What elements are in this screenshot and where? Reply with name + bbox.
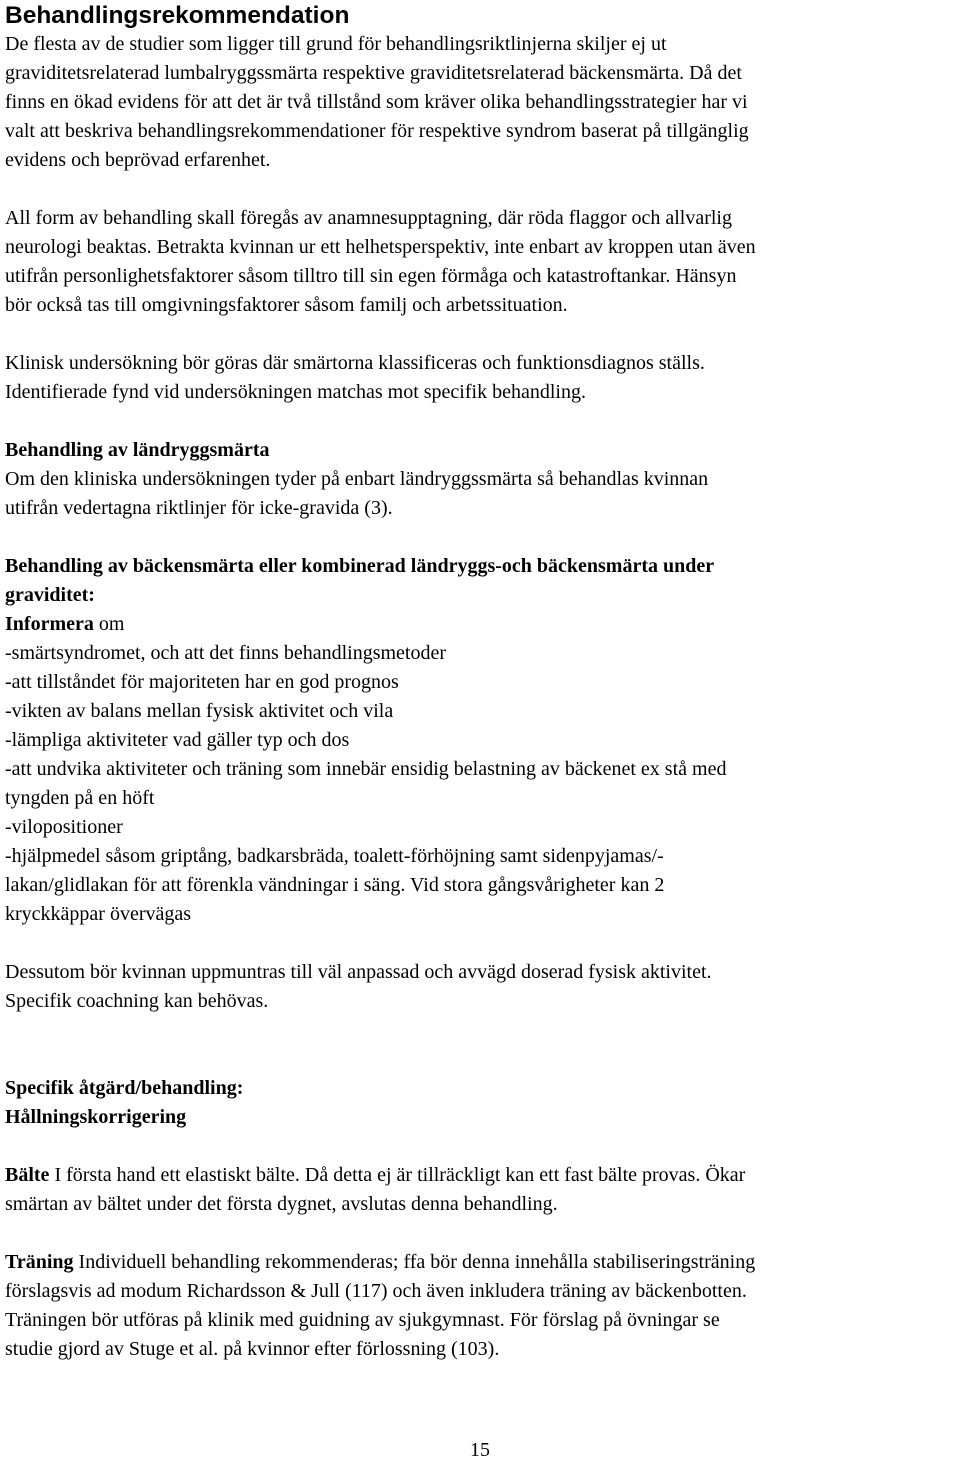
list-item: -vikten av balans mellan fysisk aktivitet och vila: [5, 700, 394, 722]
list-item: lakan/glidlakan för att förenkla vändningar i säng. Vid stora gångsvårigheter kan 2: [5, 874, 665, 896]
text-line: finns en ökad evidens för att det är två tillstånd som kräver olika behandlingsstrategier har vi: [5, 91, 748, 113]
pelvic-section: [5, 552, 957, 1016]
text-line: All form av behandling skall föregås av anamnesupptagning, där röda flaggor och allvarlig: [5, 207, 732, 229]
specific-section: [5, 1074, 957, 1132]
training-label: Träning: [5, 1251, 74, 1273]
training-paragraph: [5, 1248, 957, 1364]
list-item: -vilopositioner: [5, 816, 123, 838]
text-line: Träning Individuell behandling rekommenderas; ffa bör denna innehålla stabiliseringsträning: [5, 1251, 756, 1273]
section-heading: Behandling av ländryggsmärta: [5, 439, 270, 461]
inform-line: Informera om: [5, 613, 125, 635]
text-line: studie gjord av Stuge et al. på kvinnor efter förlossning (103).: [5, 1338, 500, 1360]
section-heading: Specifik åtgärd/behandling:: [5, 1077, 244, 1099]
belt-label: Bälte: [5, 1164, 50, 1186]
belt-paragraph: [5, 1161, 957, 1219]
text-line: De flesta av de studier som ligger till grund för behandlingsriktlinjerna skiljer ej ut: [5, 33, 667, 55]
exam-paragraph: [5, 349, 957, 407]
text-line: förslagsvis ad modum Richardsson & Jull (117) och även inkludera träning av bäckenbotten.: [5, 1280, 747, 1302]
text-line: graviditetsrelaterad lumbalryggssmärta respektive graviditetsrelaterad bäckensmärta. Då det: [5, 62, 742, 84]
list-item: -lämpliga aktiviteter vad gäller typ och dos: [5, 729, 350, 751]
page-number: 15: [470, 1439, 490, 1461]
list-item: -att tillståndet för majoriteten har en god prognos: [5, 671, 399, 693]
list-item: -att undvika aktiviteter och träning som innebär ensidig belastning av bäckenet ex stå med: [5, 758, 727, 780]
list-item: tyngden på en höft: [5, 787, 155, 809]
text-line: evidens och beprövad erfarenhet.: [5, 149, 271, 171]
text-line: Specifik coachning kan behövas.: [5, 990, 269, 1012]
intro-paragraph: [5, 30, 957, 175]
text-line: Bälte I första hand ett elastiskt bälte. Då detta ej är tillräckligt kan ett fast bälte provas. Ökar: [5, 1164, 746, 1186]
text-line: smärtan av bältet under det första dygnet, avslutas denna behandling.: [5, 1193, 558, 1215]
text-line: Träningen bör utföras på klinik med guidning av sjukgymnast. För förslag på övningar se: [5, 1309, 720, 1331]
text-line: neurologi beaktas. Betrakta kvinnan ur ett helhetsperspektiv, inte enbart av kroppen utan även: [5, 236, 756, 258]
text-line: valt att beskriva behandlingsrekommendationer för respektive syndrom baserat på tillgänglig: [5, 120, 749, 142]
text-line: utifrån personlighetsfaktorer såsom tilltro till sin egen förmåga och katastroftankar. Hänsyn: [5, 265, 737, 287]
text-line: Klinisk undersökning bör göras där smärtorna klassificeras och funktionsdiagnos ställs.: [5, 352, 705, 374]
anamnesis-paragraph: [5, 204, 957, 320]
list-item: -hjälpmedel såsom griptång, badkarsbräda, toalett-förhöjning samt sidenpyjamas/-: [5, 845, 664, 867]
text-line: Dessutom bör kvinnan uppmuntras till väl anpassad och avvägd doserad fysisk aktivitet.: [5, 961, 712, 983]
text-line: utifrån vedertagna riktlinjer för icke-gravida (3).: [5, 497, 393, 519]
text-line: Om den kliniska undersökningen tyder på enbart ländryggssmärta så behandlas kvinnan: [5, 468, 709, 490]
section-heading: Hållningskorrigering: [5, 1106, 187, 1128]
document-page: [5, 0, 957, 1364]
page-title: Behandlingsrekommendation: [5, 2, 350, 29]
text-line: Identifierade fynd vid undersökningen matchas mot specifik behandling.: [5, 381, 586, 403]
low-back-section: [5, 436, 957, 523]
section-heading: Behandling av bäckensmärta eller kombinerad ländryggs-och bäckensmärta under: [5, 555, 715, 577]
text-line: bör också tas till omgivningsfaktorer såsom familj och arbetssituation.: [5, 294, 568, 316]
section-heading: graviditet:: [5, 584, 95, 606]
list-item: kryckkäppar övervägas: [5, 903, 192, 925]
list-item: -smärtsyndromet, och att det finns behandlingsmetoder: [5, 642, 447, 664]
